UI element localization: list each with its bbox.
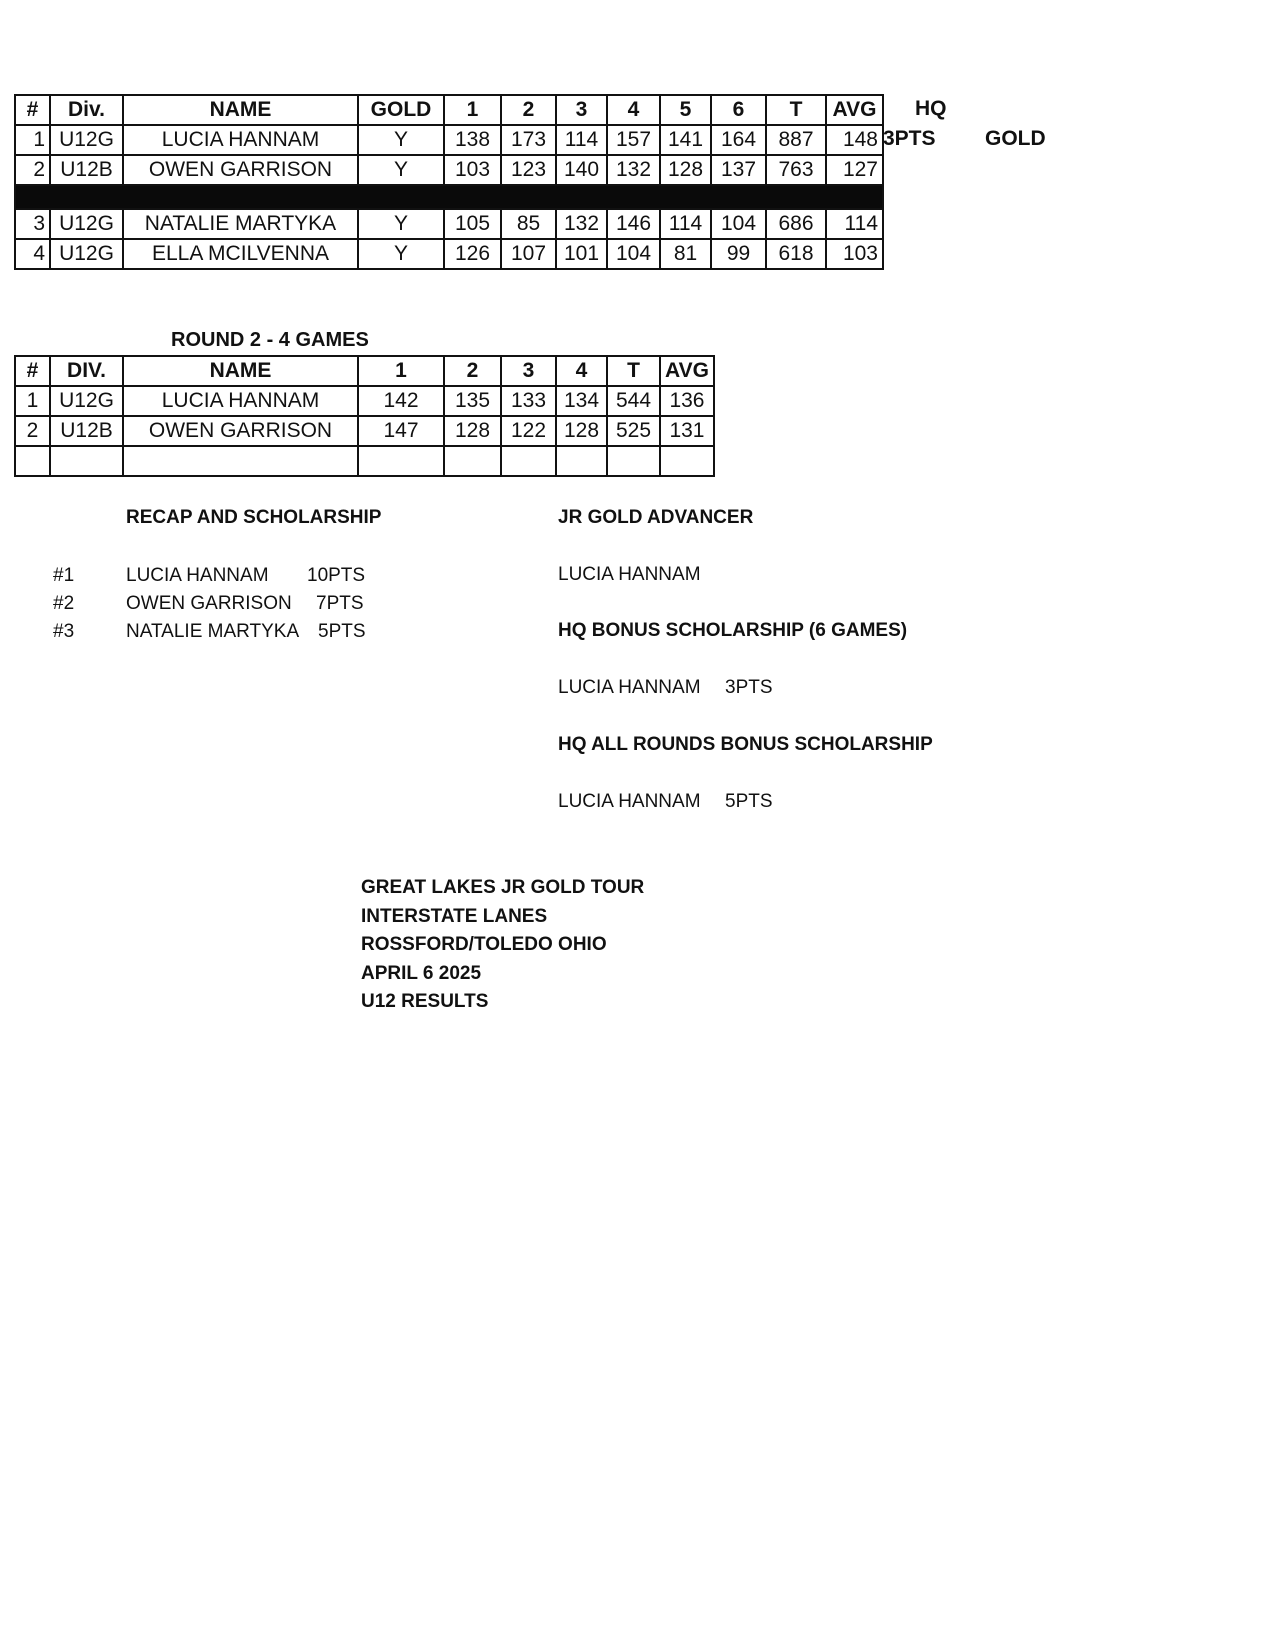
table-row xyxy=(15,125,883,155)
game-score-cell: 146 xyxy=(607,209,660,239)
empty-cell xyxy=(15,446,50,476)
average-cell: 103 xyxy=(826,239,883,269)
empty-cell xyxy=(607,446,660,476)
cutoff-divider-row xyxy=(15,185,883,209)
recap-rank: #2 xyxy=(53,593,75,614)
average-cell: 114 xyxy=(826,209,883,239)
game-score-cell: 123 xyxy=(501,155,556,185)
total-cell: 544 xyxy=(607,386,660,416)
game-score-cell: 126 xyxy=(444,239,501,269)
col-header-avg: AVG xyxy=(826,95,883,125)
game-score-cell: 141 xyxy=(660,125,711,155)
empty-cell xyxy=(358,446,444,476)
game-score-cell: 133 xyxy=(501,386,556,416)
hq-bonus-title: HQ BONUS SCHOLARSHIP (6 GAMES) xyxy=(558,620,908,641)
game-score-cell: 114 xyxy=(556,125,607,155)
game-score-cell: 157 xyxy=(607,125,660,155)
col-header-div: Div. xyxy=(50,95,123,125)
game-score-cell: 114 xyxy=(660,209,711,239)
col-header-div: DIV. xyxy=(50,356,123,386)
game-score-cell: 81 xyxy=(660,239,711,269)
table-row xyxy=(15,155,883,185)
total-cell: 887 xyxy=(766,125,826,155)
round1-header-row xyxy=(15,95,883,125)
game-score-cell: 137 xyxy=(711,155,766,185)
col-header-game-5: 5 xyxy=(660,95,711,125)
empty-cell xyxy=(556,446,607,476)
game-score-cell: 99 xyxy=(711,239,766,269)
col-header-total: T xyxy=(766,95,826,125)
rank-cell: 3 xyxy=(15,209,50,239)
game-score-cell: 173 xyxy=(501,125,556,155)
game-score-cell: 134 xyxy=(556,386,607,416)
table-row xyxy=(15,209,883,239)
col-header-game-3: 3 xyxy=(501,356,556,386)
average-cell: 136 xyxy=(660,386,714,416)
round2-results-table xyxy=(14,355,715,477)
game-score-cell: 104 xyxy=(607,239,660,269)
footer-date: APRIL 6 2025 xyxy=(361,963,482,984)
recap-title: RECAP AND SCHOLARSHIP xyxy=(126,507,382,528)
total-cell: 525 xyxy=(607,416,660,446)
recap-points: 5PTS xyxy=(318,621,366,642)
footer-venue: INTERSTATE LANES xyxy=(361,906,548,927)
hq-all-rounds-name: LUCIA HANNAM xyxy=(558,791,701,812)
col-header-game-2: 2 xyxy=(501,95,556,125)
footer-results-title: U12 RESULTS xyxy=(361,991,489,1012)
recap-name: LUCIA HANNAM xyxy=(126,565,269,586)
rank-cell: 1 xyxy=(15,386,50,416)
division-cell: U12G xyxy=(50,209,123,239)
footer-location: ROSSFORD/TOLEDO OHIO xyxy=(361,934,607,955)
game-score-cell: 128 xyxy=(660,155,711,185)
gold-side-label: GOLD xyxy=(985,127,1046,150)
table-row xyxy=(15,239,883,269)
bowler-name-cell: OWEN GARRISON xyxy=(123,155,358,185)
footer-tour-name: GREAT LAKES JR GOLD TOUR xyxy=(361,877,645,898)
advancer-name: LUCIA HANNAM xyxy=(558,564,701,585)
col-header-game-4: 4 xyxy=(607,95,660,125)
division-cell: U12G xyxy=(50,125,123,155)
bowler-name-cell: NATALIE MARTYKA xyxy=(123,209,358,239)
empty-cell xyxy=(50,446,123,476)
rank-cell: 2 xyxy=(15,416,50,446)
advancer-title: JR GOLD ADVANCER xyxy=(558,507,754,528)
gold-cell: Y xyxy=(358,155,444,185)
round2-title: ROUND 2 - 4 GAMES xyxy=(171,329,369,351)
game-score-cell: 132 xyxy=(556,209,607,239)
empty-cell xyxy=(123,446,358,476)
division-cell: U12G xyxy=(50,239,123,269)
table-row xyxy=(15,416,714,446)
game-score-cell: 138 xyxy=(444,125,501,155)
game-score-cell: 105 xyxy=(444,209,501,239)
game-score-cell: 132 xyxy=(607,155,660,185)
game-score-cell: 142 xyxy=(358,386,444,416)
recap-name: NATALIE MARTYKA xyxy=(126,621,300,642)
col-header-name: NAME xyxy=(123,95,358,125)
game-score-cell: 164 xyxy=(711,125,766,155)
round1-results-table xyxy=(14,94,884,270)
rank-cell: 1 xyxy=(15,125,50,155)
recap-rank: #3 xyxy=(53,621,75,642)
recap-rank: #1 xyxy=(53,565,75,586)
recap-points: 7PTS xyxy=(316,593,364,614)
game-score-cell: 135 xyxy=(444,386,501,416)
rank-cell: 2 xyxy=(15,155,50,185)
game-score-cell: 107 xyxy=(501,239,556,269)
division-cell: U12B xyxy=(50,416,123,446)
round2-header-row xyxy=(15,356,714,386)
col-header-game-2: 2 xyxy=(444,356,501,386)
game-score-cell: 122 xyxy=(501,416,556,446)
col-header-game-6: 6 xyxy=(711,95,766,125)
total-cell: 763 xyxy=(766,155,826,185)
total-cell: 686 xyxy=(766,209,826,239)
table-row xyxy=(15,386,714,416)
hq-bonus-name: LUCIA HANNAM xyxy=(558,677,701,698)
gold-cell: Y xyxy=(358,209,444,239)
col-header-num: # xyxy=(15,95,50,125)
division-cell: U12G xyxy=(50,386,123,416)
game-score-cell: 128 xyxy=(444,416,501,446)
col-header-game-1: 1 xyxy=(444,95,501,125)
empty-cell xyxy=(444,446,501,476)
average-cell: 131 xyxy=(660,416,714,446)
average-cell: 127 xyxy=(826,155,883,185)
game-score-cell: 103 xyxy=(444,155,501,185)
rank-cell: 4 xyxy=(15,239,50,269)
gold-cell: Y xyxy=(358,239,444,269)
hq-points-label: 3PTS xyxy=(883,127,936,150)
division-cell: U12B xyxy=(50,155,123,185)
col-header-gold: GOLD xyxy=(358,95,444,125)
col-header-avg: AVG xyxy=(660,356,714,386)
hq-all-rounds-points: 5PTS xyxy=(725,791,773,812)
empty-table-row xyxy=(15,446,714,476)
cutoff-divider-bar xyxy=(15,185,883,209)
bowler-name-cell: LUCIA HANNAM xyxy=(123,125,358,155)
recap-points: 10PTS xyxy=(307,565,366,586)
game-score-cell: 140 xyxy=(556,155,607,185)
game-score-cell: 147 xyxy=(358,416,444,446)
gold-cell: Y xyxy=(358,125,444,155)
bowler-name-cell: LUCIA HANNAM xyxy=(123,386,358,416)
game-score-cell: 128 xyxy=(556,416,607,446)
game-score-cell: 101 xyxy=(556,239,607,269)
empty-cell xyxy=(660,446,714,476)
recap-name: OWEN GARRISON xyxy=(126,593,292,614)
col-header-name: NAME xyxy=(123,356,358,386)
bowler-name-cell: ELLA MCILVENNA xyxy=(123,239,358,269)
col-header-total: T xyxy=(607,356,660,386)
game-score-cell: 85 xyxy=(501,209,556,239)
hq-bonus-points: 3PTS xyxy=(725,677,773,698)
col-header-game-3: 3 xyxy=(556,95,607,125)
total-cell: 618 xyxy=(766,239,826,269)
game-score-cell: 104 xyxy=(711,209,766,239)
average-cell: 148 xyxy=(826,125,883,155)
col-header-game-4: 4 xyxy=(556,356,607,386)
col-header-game-1: 1 xyxy=(358,356,444,386)
hq-side-label: HQ xyxy=(915,97,947,120)
bowler-name-cell: OWEN GARRISON xyxy=(123,416,358,446)
col-header-num: # xyxy=(15,356,50,386)
empty-cell xyxy=(501,446,556,476)
hq-all-rounds-title: HQ ALL ROUNDS BONUS SCHOLARSHIP xyxy=(558,734,933,755)
